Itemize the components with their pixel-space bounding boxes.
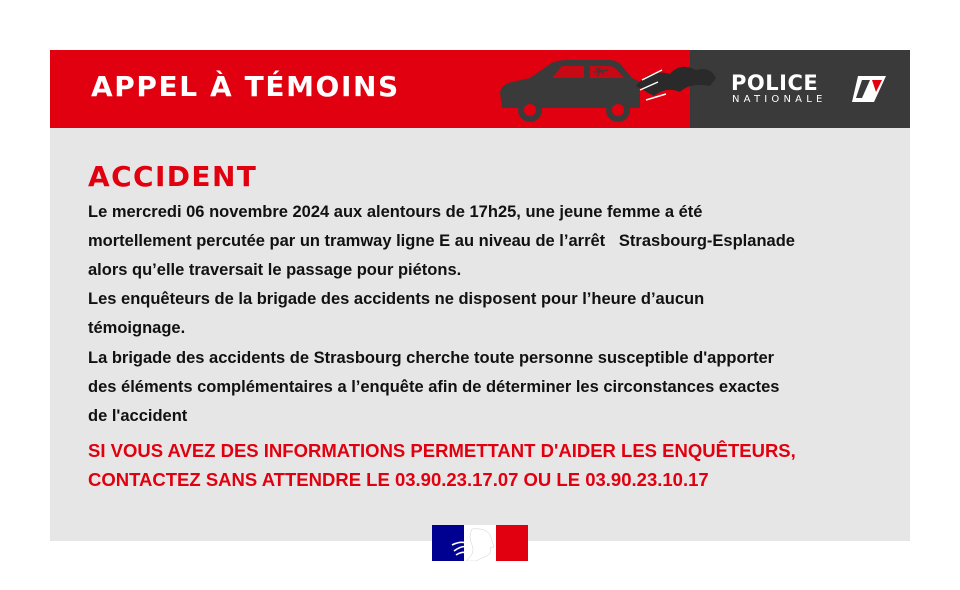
banner-title: APPEL À TÉMOINS	[91, 70, 400, 103]
appeal-card	[50, 50, 910, 541]
alert-line: CONTACTEZ SANS ATTENDRE LE 03.90.23.17.07 OU LE 03.90.23.10.17	[88, 469, 709, 490]
text-line: Le mercredi 06 novembre 2024 aux alentours de 17h25, une jeune femme a été	[88, 203, 703, 221]
text-line: de l'accident	[88, 407, 188, 425]
text-line: alors qu’elle traversait le passage pour piétons.	[88, 261, 462, 279]
crashed-car-icon	[490, 56, 740, 126]
text-line: des éléments complémentaires a l’enquête afin de déterminer les circonstances exactes	[88, 378, 780, 396]
header-banner	[50, 50, 910, 128]
text-line: mortellement percutée par un tramway ligne E au niveau de l’arrêt Strasbourg-Esplanade	[88, 232, 795, 250]
text-line: Les enquêteurs de la brigade des accidents ne disposent pour l’heure d’aucun	[88, 290, 705, 308]
police-nationale-emblem-icon	[852, 74, 886, 104]
incident-description	[88, 198, 903, 343]
page-title: ACCIDENT	[88, 160, 258, 193]
logo-line1: POLICE	[731, 71, 819, 95]
text-line: témoignage.	[88, 319, 186, 337]
police-nationale-logo	[731, 72, 827, 106]
logo-line2: NATIONALE	[732, 94, 827, 105]
alert-line: SI VOUS AVEZ DES INFORMATIONS PERMETTANT D'AIDER LES ENQUÊTEURS,	[88, 440, 796, 461]
marianne-logo-icon	[432, 525, 528, 561]
witness-request	[88, 344, 888, 431]
contact-alert	[88, 436, 908, 494]
text-line: La brigade des accidents de Strasbourg cherche toute personne susceptible d'apporter	[88, 349, 775, 367]
